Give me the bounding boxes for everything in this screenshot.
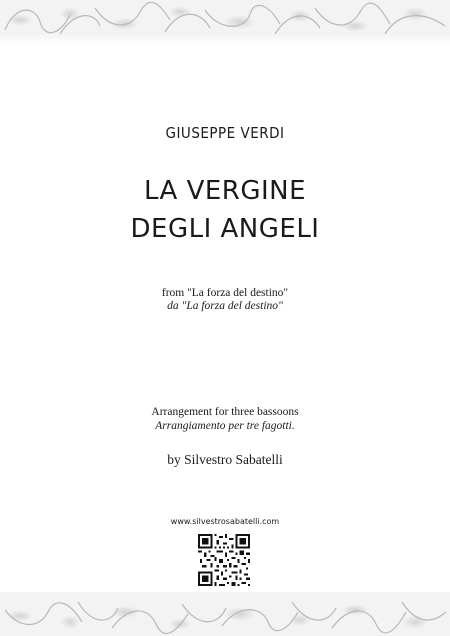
title-line-2: DEGLI ANGELI bbox=[130, 214, 320, 244]
composer-name: GIUSEPPE VERDI bbox=[165, 124, 285, 142]
ornament-swirls-bottom bbox=[0, 592, 450, 636]
arrangement-italian: Arrangiamento per tre fagotti. bbox=[155, 420, 295, 432]
source-italian: da "La forza del destino" bbox=[167, 300, 283, 312]
decorative-top-border bbox=[0, 0, 450, 44]
ornament-swirls bbox=[0, 0, 450, 44]
arrangement-english: Arrangement for three bassoons bbox=[151, 406, 299, 418]
title-line-1: LA VERGINE bbox=[143, 176, 307, 206]
source-english: from "La forza del destino" bbox=[161, 287, 289, 299]
qr-code-icon bbox=[198, 534, 250, 586]
decorative-bottom-border bbox=[0, 592, 450, 636]
website-link[interactable]: www.silvestrosabatelli.com bbox=[170, 517, 280, 526]
arranger-credit: by Silvestro Sabatelli bbox=[167, 452, 283, 467]
